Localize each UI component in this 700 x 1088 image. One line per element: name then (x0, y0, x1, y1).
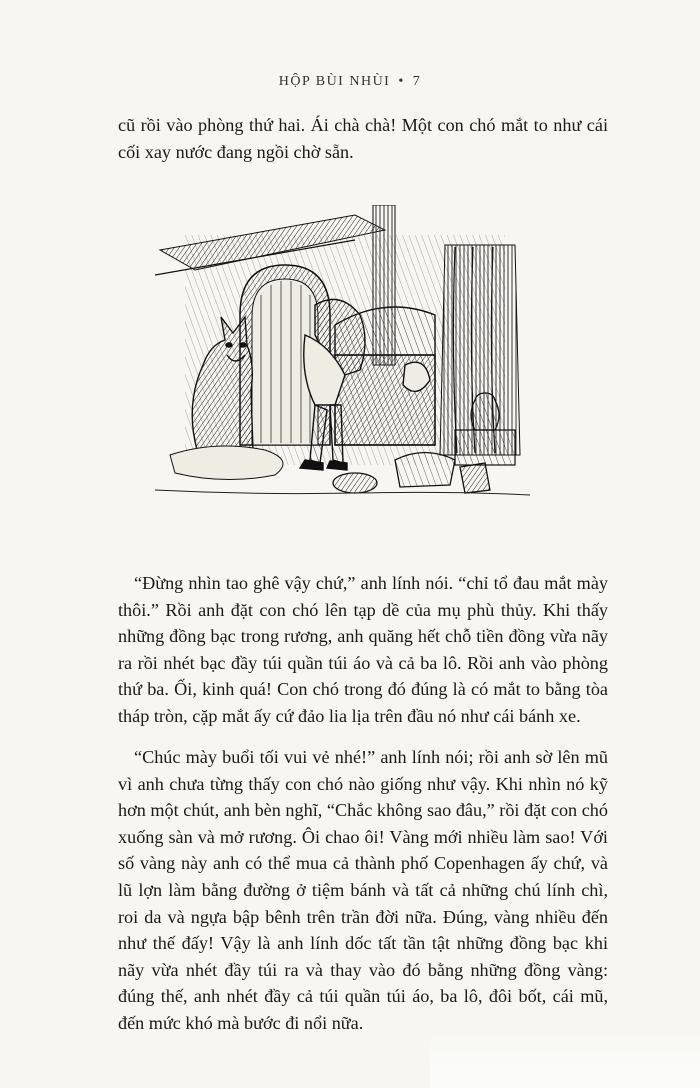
running-header (0, 74, 700, 90)
page-fade-corner (430, 1030, 700, 1088)
book-title: HỘP BÙI NHÙI (278, 74, 391, 89)
jug (471, 393, 499, 430)
header-separator: • (398, 74, 405, 89)
apron (170, 446, 283, 480)
stool (455, 430, 515, 465)
paragraph-2: “Đừng nhìn tao ghê vậy chứ,” anh lính nói. “chỉ tổ đau mắt mày thôi.” Rồi anh đặt con chó lên tạp dề của mụ phù thủy. Khi thấy những đồng bạc trong rương, anh quăng hết chỗ tiền đồng vừa nãy ra rồi nhét bạc đầy túi quần túi áo và cả ba lô. Rồi anh vào phòng thứ ba. Ối, kinh quá! Con chó trong đó đúng là có mắt to bằng tòa tháp tròn, cặp mắt ấy cứ đảo lia lịa trên đầu nó như cái bánh xe. (118, 573, 608, 726)
engraving-illustration (155, 205, 530, 505)
paragraph-1: cũ rồi vào phòng thứ hai. Ái chà chà! Một con chó mắt to như cái cối xay nước đang ngồi chờ sẵn. (118, 115, 608, 162)
page-number: 7 (412, 74, 422, 89)
paragraph-3: “Chúc mày buổi tối vui vẻ nhé!” anh lính nói; rồi anh sờ lên mũ vì anh chưa từng thấy con chó nào giống như vậy. Khi nhìn nó kỹ hơn một chút, anh bèn nghĩ, “Chắc không sao đâu,” rồi đặt con chó xuống sàn và mở rương. Ôi chao ôi! Vàng mới nhiều làm sao! Với số vàng này anh có thể mua cả thành phố Copenhagen ấy chứ, và lũ lợn làm bằng đường ở tiệm bánh và tất cả những chú lính chì, roi da và ngựa bập bênh trên trần đời nữa. Đúng, vàng nhiều đến như thế đấy! Vậy là anh lính dốc tất tần tật những đồng bạc khi nãy vừa nhét đầy túi ra và thay vào đó bằng những đồng vàng: đúng thế, anh nhét đầy cả túi quần túi áo, ba lô, đôi bốt, cái mũ, đến mức khó mà bước đi nổi nữa. (118, 747, 608, 1033)
